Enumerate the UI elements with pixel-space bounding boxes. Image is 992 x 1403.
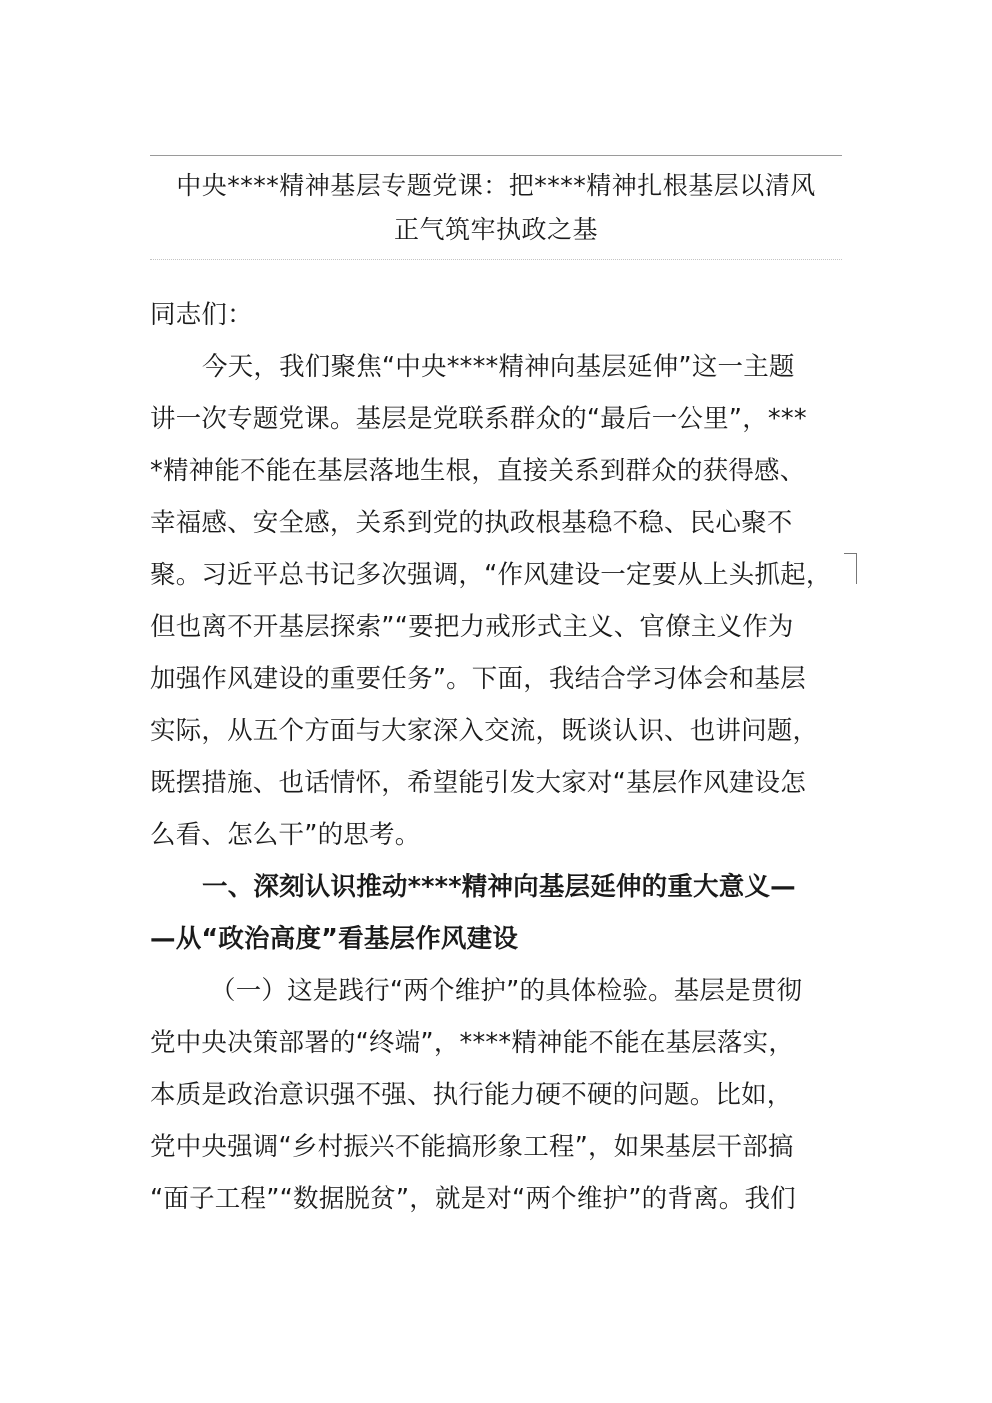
paragraph-line: 党中央决策部署的“终端”，****精神能不能在基层落实， (150, 1028, 795, 1058)
salutation: 同志们： (150, 300, 253, 330)
section-heading: —从“政治高度”看基层作风建设 (150, 924, 519, 954)
paragraph-line: 加强作风建设的重要任务”。下面，我结合学习体会和基层 (150, 664, 806, 694)
paragraph-line: 实际，从五个方面与大家深入交流，既谈认识、也讲问题， (150, 716, 819, 746)
title-line-2: 正气筑牢执政之基 (393, 215, 598, 244)
paragraph-line: *精神能不能在基层落地生根，直接关系到群众的获得感、 (150, 456, 806, 486)
paragraph-line: 本质是政治意识强不强、执行能力硬不硬的问题。比如， (150, 1080, 793, 1110)
paragraph-line: 党中央强调“乡村振兴不能搞形象工程”，如果基层干部搞 (150, 1132, 794, 1162)
paragraph-line: 幸福感、安全感，关系到党的执政根基稳不稳、民心聚不 (150, 508, 793, 538)
title-divider (150, 259, 842, 260)
section-heading: 一、深刻认识推动****精神向基层延伸的重大意义— (202, 872, 796, 902)
title-line-1: 中央****精神基层专题党课：把****精神扎根基层以清风 (176, 171, 816, 200)
paragraph-line: 但也离不开基层探索”“要把力戒形式主义、官僚主义作为 (150, 612, 794, 642)
document-title (150, 164, 842, 252)
paragraph-line: 聚。习近平总书记多次强调，“作风建设一定要从上头抓起， (150, 560, 832, 590)
paragraph-line: 既摆措施、也话情怀，希望能引发大家对“基层作风建设怎 (150, 768, 806, 798)
top-rule (150, 155, 842, 156)
subsection-line: （一）这是践行“两个维护”的具体检验。基层是贯彻 (210, 976, 803, 1006)
margin-mark (844, 553, 857, 584)
document-body (150, 294, 840, 1230)
paragraph-line: 么看、怎么干”的思考。 (150, 820, 421, 850)
paragraph-line: 今天，我们聚焦“中央****精神向基层延伸”这一主题 (202, 352, 795, 382)
paragraph-line: 讲一次专题党课。基层是党联系群众的“最后一公里”，*** (150, 404, 807, 434)
paragraph-line: “面子工程”“数据脱贫”，就是对“两个维护”的背离。我们 (150, 1184, 796, 1214)
